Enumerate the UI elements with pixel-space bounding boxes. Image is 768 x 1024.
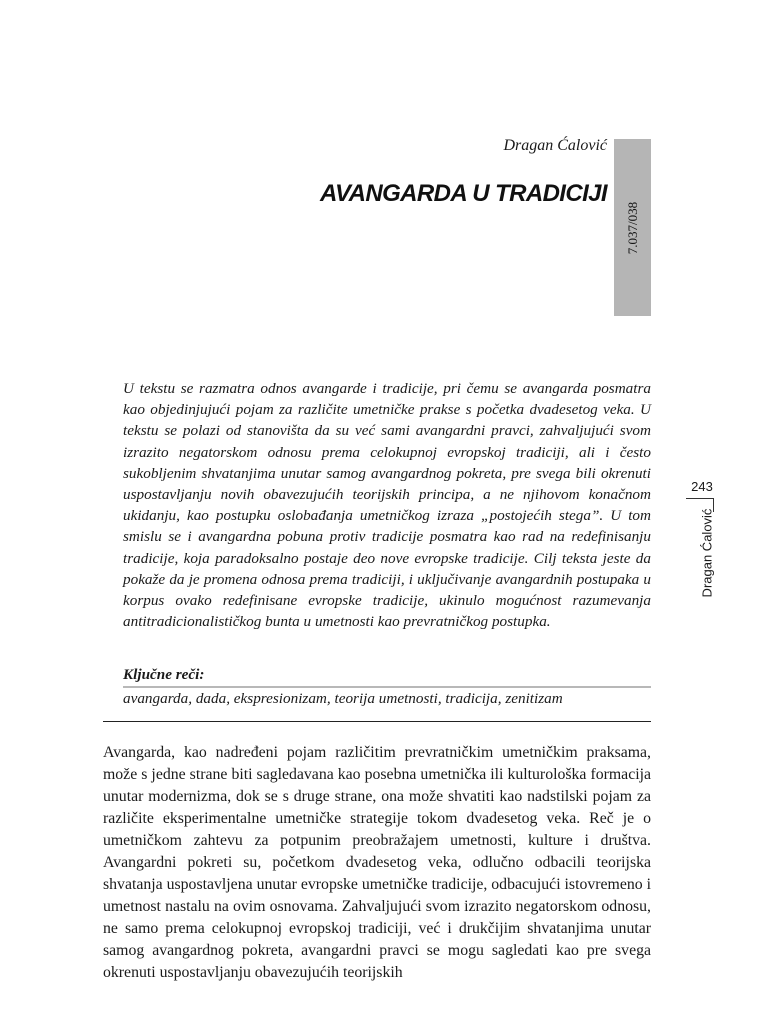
author-name: Dragan Ćalović [503, 137, 607, 154]
section-divider [103, 721, 651, 722]
abstract-text: U tekstu se razmatra odnos avangarde i tradicije, pri čemu se avangarda posmatra kao objedinjujući pojam za različite umetničke prakse s početka dvadesetog veka. U tekstu se polazi od stanovišta da su već sami avangardni pravci, zahvaljujući svom izrazito negatorskom odnosu prema celokupnoj evropskoj tradiciji, ali i često sukobljenim shvatanjima unutar samog avangardnog pokreta, pre svega bili okrenuti uspostavljanju novih obavezujućih teorijskih principa, a ne njihovom konačnom ukidanju, kao postupku oslobađanja umetničkog izraza „postojećih stega”. U tom smislu se i avangardna pobuna protiv tradicije posmatra kao rad na redefinisanju tradicije, koja paradoksalno postaje deo nove evropske tradicije. Cilj teksta jeste da pokaže da je promena odnosa prema tradiciji, i uključivanje avangardnih postupaka u korpus ovako redefinisane evropske tradicije, ukinulo mogućnost razumevanja antitradicionalističkog bunta u umetnosti kao prevratničkog postupka. [123, 380, 651, 631]
keywords-list: avangarda, dada, ekspresionizam, teorija umetnosti, tradicija, zenitizam [123, 690, 563, 707]
page-number: 243 [691, 479, 713, 494]
udc-code-bar [614, 139, 651, 316]
margin-rule [686, 498, 713, 499]
article-title: AVANGARDA U TRADICIJI [320, 180, 607, 207]
udc-code: 7.037/038 [624, 201, 640, 254]
abstract [123, 378, 651, 632]
running-author: Dragan Ćalović [699, 508, 715, 598]
keywords-divider [123, 686, 651, 688]
body-text [103, 742, 651, 984]
keywords-heading: Ključne reči: [123, 666, 205, 683]
body-paragraph: Avangarda, kao nadređeni pojam različitim prevratničkim umetničkim praksama, može s jedne strane biti sagledavana kao posebna umetnička ili kulturološka formacija unutar modernizma, dok se s druge strane, ona može shvatiti kao nadstilski pojam za različite eksperimentalne umetničke strategije tokom dvadesetog veka. Reč je o umetničkom zahtevu za potpunim preobražajem umetnosti, kulture i društva. Avangardni pokreti su, početkom dvadesetog veka, odlučno odbacili teorijska shvatanja uspostavljena unutar evropske umetničke tradicije, odbacujući istovremeno i umetnost nastalu na ovim osnovama. Zahvaljujući svom izrazito negatorskom odnosu, ne samo prema celokupnoj evropskoj tradiciji, već i drukčijim shvatanjima unutar samog avangardnog pokreta, avangardni pravci se mogu sagledati kao pre svega okrenuti uspostavljanju obavezujućih teorijskih [103, 744, 651, 981]
